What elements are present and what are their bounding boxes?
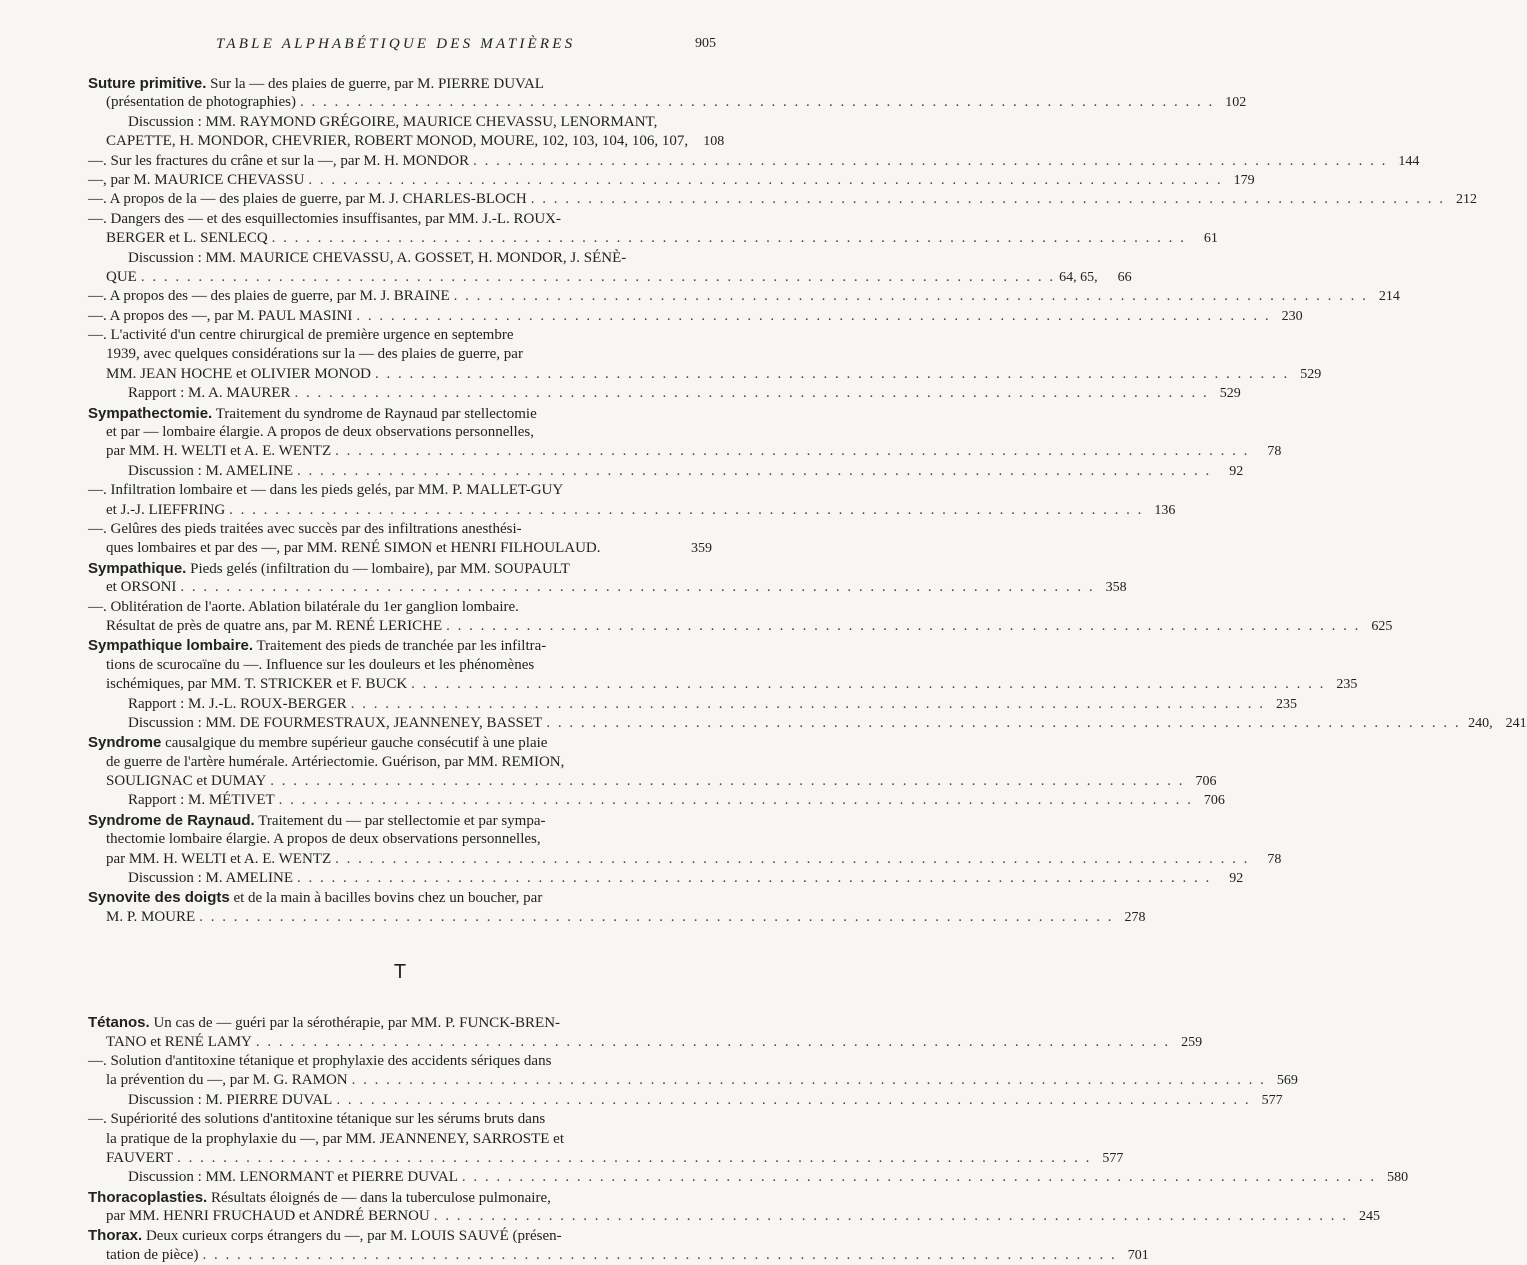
index-text: de guerre de l'artère humérale. Artériectomie. Guérison, par MM. REMION,: [106, 753, 565, 770]
index-line: [88, 1110, 712, 1129]
dot-leader: . . . . . . . . . . . . . . . . . . . . . . . . . . . . . . . . . . . . . . . . . . . . . . . . . . . . . . . . . . . . . . . . . . . . . . . . . . . . . . . .: [350, 695, 1265, 712]
index-text: TANO et RENÉ LAMY: [106, 1033, 252, 1050]
index-text: Un cas de — guéri par la sérothérapie, par MM. P. FUNCK-BREN-: [149, 1015, 561, 1032]
index-entry-text: [128, 695, 347, 714]
dot-leader: . . . . . . . . . . . . . . . . . . . . . . . . . . . . . . . . . . . . . . . . . . . . . . . . . . . . . . . . . . . . . . . . . . . . . . . . . . . . . . . .: [271, 230, 1186, 247]
index-line: [88, 404, 712, 423]
index-line: [88, 772, 1217, 791]
page-ref: 212: [1455, 192, 1477, 208]
dot-leader: . . . . . . . . . . . . . . . . . . . . . . . . . . . . . . . . . . . . . . . . . . . . . . . . . . . . . . . . . . . . . . . . . . . . . . . . . . . . . . . .: [229, 501, 1144, 518]
index-line: [88, 152, 1420, 171]
index-line: [88, 384, 1241, 403]
index-entry-text: [88, 735, 547, 751]
index-heading: Synovite des doigts: [88, 889, 230, 907]
index-entry-text: [128, 462, 293, 481]
page-ref: 577: [1102, 1150, 1124, 1166]
index-text: —. Supériorité des solutions d'antitoxine tétanique sur les sérums bruts dans: [88, 1111, 546, 1128]
index-line: [88, 636, 712, 655]
index-text: —, par M. MAURICE CHEVASSU: [88, 171, 305, 188]
index-line: [88, 442, 1282, 461]
index-text: —. Sur les fractures du crâne et sur la —, par M. H. MONDOR: [88, 152, 470, 169]
index-line: [88, 617, 1393, 636]
index-line: [88, 850, 1282, 869]
index-line: [88, 190, 1477, 209]
index-entry-text: [106, 675, 407, 694]
page-ref: 245: [1359, 1209, 1381, 1225]
index-line: [88, 1033, 1203, 1052]
index-line: [88, 908, 1146, 927]
index-line: [88, 811, 712, 830]
index-entry-text: [88, 211, 561, 227]
index-heading: Sympathique.: [88, 559, 187, 577]
index-text: —. Dangers des — et des esquillectomies insuffisantes, par MM. J.-L. ROUX-: [88, 210, 561, 227]
index-entry-text: [88, 638, 546, 654]
dot-leader: . . . . . . . . . . . . . . . . . . . . . . . . . . . . . . . . . . . . . . . . . . . . . . . . . . . . . . . . . . . . . . . . . . . . . . . . . . . . . . . .: [446, 617, 1361, 634]
index-entry-text: [106, 1207, 430, 1226]
index-text: par MM. HENRI FRUCHAUD et ANDRÉ BERNOU: [106, 1208, 430, 1225]
index-text: —. Solution d'antitoxine tétanique et prophylaxie des accidents sériques dans: [88, 1052, 552, 1069]
dot-leader: . . . . . . . . . . . . . . . . . . . . . . . . . . . . . . . . . . . . . . . . . . . . . . . . . . . . . . . . . . . . . . . . . . . . . . . . . . . . . . . .: [199, 908, 1114, 925]
index-text: et par — lombaire élargie. A propos de deux observations personnelles,: [106, 424, 534, 441]
index-entry-text: [128, 250, 626, 266]
index-line: [88, 462, 1244, 481]
index-text: ques lombaires et par des —, par MM. RENÉ SIMON et HENRI FILHOULAUD.: [106, 540, 601, 557]
index-text: par MM. H. WELTI et A. E. WENTZ: [106, 850, 332, 867]
page-ref: 136: [1154, 502, 1176, 518]
index-text: BERGER et L. SENLECQ: [106, 230, 268, 247]
index-text: Discussion : MM. LENORMANT et PIERRE DUVAL: [128, 1169, 458, 1186]
index-heading: Thorax.: [88, 1227, 143, 1245]
index-text: Rapport : M. J.-L. ROUX-BERGER: [128, 695, 347, 712]
index-entry-text: [106, 908, 195, 927]
index-entry-text: [88, 287, 450, 306]
index-entry-text: [128, 1091, 332, 1110]
index-entry-text: [88, 521, 522, 537]
index-line: [88, 307, 1303, 326]
page-ref: 61: [1203, 231, 1218, 247]
index-entry-text: [106, 1246, 198, 1265]
index-entry-text: [88, 76, 544, 92]
page-ref: 144: [1398, 153, 1420, 169]
dot-leader: . . . . . . . . . . . . . . . . . . . . . . . . . . . . . . . . . . . . . . . . . . . . . . . . . . . . . . . . . . . . . . . . . . . . . . . . . . . . . . . .: [140, 268, 1056, 285]
index-text: Sur la — des plaies de guerre, par M. PIERRE DUVAL: [206, 76, 544, 92]
index-entry-text: [88, 1228, 562, 1244]
page-ref: 102: [1225, 95, 1247, 111]
index-entry-text: [128, 114, 657, 130]
page-ref: 78: [1267, 444, 1282, 460]
index-line: [88, 345, 712, 364]
index-content: [88, 74, 1527, 1265]
index-entry-text: [88, 152, 469, 171]
index-line: [88, 791, 1225, 810]
index-line: [88, 93, 1247, 112]
index-entry-text: [106, 539, 601, 558]
index-entry-text: [106, 132, 688, 151]
index-entry-text: [106, 442, 331, 461]
index-text: Discussion : M. PIERRE DUVAL: [128, 1091, 333, 1108]
index-text: M. P. MOURE: [106, 908, 196, 925]
index-entry-text: [88, 1111, 545, 1127]
index-text: —. Gelûres des pieds traitées avec succès par des infiltrations anesthési-: [88, 520, 522, 537]
index-text: la pratique de la prophylaxie du —, par MM. JEANNENEY, SARROSTE et: [106, 1130, 564, 1147]
dot-leader: . . . . . . . . . . . . . . . . . . . . . . . . . . . . . . . . . . . . . . . . . . . . . . . . . . . . . . . . . . . . . . . . . . . . . . . . . . . . . . . .: [202, 1246, 1117, 1263]
index-text: causalgique du membre supérieur gauche consécutif à une plaie: [161, 735, 548, 752]
index-line: [88, 1207, 1381, 1226]
index-block-t: [88, 1013, 1409, 1265]
index-entry-text: [106, 772, 266, 791]
dot-leader: . . . . . . . . . . . . . . . . . . . . . . . . . . . . . . . . . . . . . . . . . . . . . . . . . . . . . . . . . . . . . . . . . . . . . . . . . . . . . . . .: [255, 1033, 1171, 1050]
index-entry-text: [88, 406, 537, 422]
index-text: tation de pièce): [106, 1246, 199, 1263]
index-text: Pieds gelés (infiltration du — lombaire), par MM. SOUPAULT: [186, 560, 570, 577]
index-entry-text: [106, 657, 534, 673]
index-entry-text: [128, 714, 542, 733]
index-entry-text: [88, 599, 519, 615]
index-line: [88, 481, 712, 500]
index-line: [88, 830, 712, 849]
page-ref: 529: [1219, 386, 1241, 402]
index-text: Discussion : M. AMELINE: [128, 462, 293, 479]
dot-leader: . . . . . . . . . . . . . . . . . . . . . . . . . . . . . . . . . . . . . . . . . . . . . . . . . . . . . . . . . . . . . . . . . . . . . . . . . . . . . . . .: [278, 792, 1193, 809]
page-ref: 92: [1229, 871, 1244, 887]
index-text: et ORSONI: [106, 579, 177, 596]
index-entry-text: [106, 1071, 348, 1090]
page-ref: 577: [1261, 1092, 1283, 1108]
index-line: [88, 1013, 712, 1032]
index-text: 1939, avec quelques considérations sur la — des plaies de guerre, par: [106, 346, 523, 363]
index-entry-text: [88, 307, 352, 326]
index-line: [88, 1071, 1298, 1090]
index-text: thectomie lombaire élargie. A propos de deux observations personnelles,: [106, 831, 541, 848]
index-line: [88, 753, 712, 772]
page-ref: 240,: [1468, 715, 1493, 731]
page-ref: 706: [1195, 774, 1217, 790]
page-ref: 108: [703, 134, 725, 150]
index-entry-text: [106, 754, 564, 770]
index-text: —. A propos de la — des plaies de guerre, par M. J. CHARLES-BLOCH: [88, 191, 527, 208]
index-text: Discussion : MM. DE FOURMESTRAUX, JEANNENEY, BASSET: [128, 714, 543, 731]
index-line: [88, 113, 712, 132]
index-text: Rapport : M. MÉTIVET: [128, 792, 275, 809]
page-ref: 529: [1300, 366, 1322, 382]
dot-leader: . . . . . . . . . . . . . . . . . . . . . . . . . . . . . . . . . . . . . . . . . . . . . . . . . . . . . . . . . . . . . . . . . . . . . . . . . . . . . . . .: [336, 1091, 1251, 1108]
index-text: MM. JEAN HOCHE et OLIVIER MONOD: [106, 365, 371, 382]
index-text: tions de scurocaïne du —. Influence sur les douleurs et les phénomènes: [106, 656, 535, 673]
index-text: Traitement des pieds de tranchée par les infiltra-: [253, 638, 547, 655]
dot-leader: . . . . . . . . . . . . . . . . . . . . . . . . . . . . . . . . . . . . . . . . . . . . . . . . . . . . . . . . . . . . . . . . . . . . . . . . . . . . . . . .: [453, 288, 1368, 305]
index-line: [88, 74, 712, 93]
page-ref: 230: [1281, 308, 1303, 324]
dot-leader: . . . . . . . . . . . . . . . . . . . . . . . . . . . . . . . . . . . . . . . . . . . . . . . . . . . . . . . . . . . . . . . . . . . . . . . . . . . . . . . .: [180, 579, 1095, 596]
page-number: 905: [695, 36, 716, 51]
index-text: —. A propos des — des plaies de guerre, par M. J. BRAINE: [88, 288, 450, 305]
index-entry-text: [106, 229, 268, 248]
index-line: [88, 695, 1297, 714]
index-text: et J.-J. LIEFFRING: [106, 501, 226, 518]
index-entry-text: [88, 890, 542, 906]
index-text: QUE: [106, 268, 137, 285]
index-line: [88, 171, 1255, 190]
page-ref: 92: [1229, 463, 1244, 479]
page-ref: 179: [1233, 172, 1255, 188]
dot-leader: . . . . . . . . . . . . . . . . . . . . . . . . . . . . . . . . . . . . . . . . . . . . . . . . . . . . . . . . . . . . . . . . . . . . . . . . . . . . . . . .: [335, 443, 1250, 460]
index-entry-text: [88, 1190, 551, 1206]
index-text: par MM. H. WELTI et A. E. WENTZ: [106, 443, 332, 460]
index-text: Discussion : M. AMELINE: [128, 870, 293, 887]
dot-leader: . . . . . . . . . . . . . . . . . . . . . . . . . . . . . . . . . . . . . . . . . . . . . . . . . . . . . . . . . . . . . . . . . . . . . . . . . . . . . . . .: [374, 365, 1290, 382]
dot-leader: . . . . . . . . . . . . . . . . . . . . . . . . . . . . . . . . . . . . . . . . . . . . . . . . . . . . . . . . . . . . . . . . . . . . . . . . . . . . . . . .: [546, 714, 1461, 731]
index-text: CAPETTE, H. MONDOR, CHEVRIER, ROBERT MONOD, MOURE, 102, 103, 104, 106, 107,: [106, 133, 689, 150]
index-line: [88, 1130, 712, 1149]
index-line: [88, 229, 1218, 248]
dot-leader: . . . . . . . . . . . . . . . . . . . . . . . . . . . . . . . . . . . . . . . . . . . . . . . . . . . . . . . . . . . . . . . . . . . . . . . . . . . . . . . .: [270, 773, 1185, 790]
index-text: et de la main à bacilles bovins chez un boucher, par: [229, 890, 543, 907]
dot-leader: . . . . . . . . . . . . . . . . . . . . . . . . . . . . . . . . . . . . . . . . . . . . . . . . . . . . . . . . . . . . . . . . . . . . . . . . . . . . . . . .: [351, 1072, 1266, 1089]
page-ref: 580: [1387, 1170, 1409, 1186]
index-entry-text: [106, 831, 541, 847]
index-line: [88, 559, 712, 578]
index-line: [88, 539, 712, 558]
index-line: [88, 675, 1358, 694]
page-title: TABLE ALPHABÉTIQUE DES MATIÈRES: [216, 36, 576, 52]
index-line: [88, 249, 712, 268]
page-ref: 259: [1181, 1034, 1203, 1050]
index-entry-text: [88, 190, 527, 209]
index-entry-text: [88, 1015, 560, 1031]
index-text: FAUVERT: [106, 1149, 174, 1166]
index-heading: Syndrome de Raynaud.: [88, 811, 255, 829]
index-text: (présentation de photographies): [106, 94, 296, 111]
index-text: Traitement du — par stellectomie et par sympa-: [254, 812, 546, 829]
index-line: [88, 501, 1176, 520]
index-entry-text: [106, 850, 331, 869]
index-entry-text: [88, 561, 570, 577]
page-ref: 278: [1124, 909, 1146, 925]
index-text: Traitement du syndrome de Raynaud par stellectomie: [212, 405, 537, 422]
index-line: [88, 1149, 1124, 1168]
index-line: [88, 132, 725, 151]
index-heading: Sympathectomie.: [88, 404, 213, 422]
dot-leader: . . . . . . . . . . . . . . . . . . . . . . . . . . . . . . . . . . . . . . . . . . . . . . . . . . . . . . . . . . . . . . . . . . . . . . . . . . . . . . . .: [294, 385, 1209, 402]
index-line: [88, 423, 712, 442]
page-ref: 214: [1378, 289, 1400, 305]
index-text: Discussion : MM. MAURICE CHEVASSU, A. GOSSET, H. MONDOR, J. SÉNÈ-: [128, 249, 627, 266]
index-line: [88, 520, 712, 539]
index-entry-text: [128, 869, 293, 888]
dot-leader: . . . . . . . . . . . . . . . . . . . . . . . . . . . . . . . . . . . . . . . . . . . . . . . . . . . . . . . . . . . . . . . . . . . . . . . . . . . . . . . .: [433, 1208, 1349, 1225]
index-entry-text: [106, 1149, 173, 1168]
page-ref: 701: [1127, 1247, 1149, 1263]
index-entry-text: [128, 1168, 458, 1187]
index-entry-text: [106, 346, 523, 362]
index-line: [88, 598, 712, 617]
dot-leader: . . . . . . . . . . . . . . . . . . . . . . . . . . . . . . . . . . . . . . . . . . . . . . . . . . . . . . . . . . . . . . . . . . . . . . . . . . . . . . . .: [530, 191, 1445, 208]
index-text: ischémiques, par MM. T. STRICKER et F. BUCK: [106, 676, 408, 693]
index-text: Résultat de près de quatre ans, par M. RENÉ LERICHE: [106, 617, 443, 634]
page-ref: 241: [1505, 715, 1527, 731]
index-entry-text: [106, 1033, 252, 1052]
index-line: [88, 210, 712, 229]
index-text: Deux curieux corps étrangers du —, par M. LOUIS SAUVÉ (présen-: [142, 1228, 562, 1245]
dot-leader: . . . . . . . . . . . . . . . . . . . . . . . . . . . . . . . . . . . . . . . . . . . . . . . . . . . . . . . . . . . . . . . . . . . . . . . . . . . . . . . .: [356, 307, 1271, 324]
dot-leader: . . . . . . . . . . . . . . . . . . . . . . . . . . . . . . . . . . . . . . . . . . . . . . . . . . . . . . . . . . . . . . . . . . . . . . . . . . . . . . . .: [299, 94, 1215, 111]
index-text: la prévention du —, par M. G. RAMON: [106, 1072, 348, 1089]
page-ref: 359: [691, 541, 712, 557]
index-line: [88, 1168, 1409, 1187]
dot-leader: . . . . . . . . . . . . . . . . . . . . . . . . . . . . . . . . . . . . . . . . . . . . . . . . . . . . . . . . . . . . . . . . . . . . . . . . . . . . . . . .: [177, 1149, 1092, 1166]
index-line: [88, 1188, 712, 1207]
index-text: Résultats éloignés de — dans la tuberculose pulmonaire,: [207, 1189, 551, 1206]
page-ref: 235: [1336, 677, 1358, 693]
index-text: —. L'activité d'un centre chirurgical de première urgence en septembre: [88, 327, 514, 344]
index-text: Discussion : MM. RAYMOND GRÉGOIRE, MAURICE CHEVASSU, LENORMANT,: [128, 113, 658, 130]
page-ref: 358: [1105, 580, 1127, 596]
index-entry-text: [88, 813, 545, 829]
index-text: —. Oblitération de l'aorte. Ablation bilatérale du 1er ganglion lombaire.: [88, 598, 519, 615]
page-ref: 569: [1276, 1073, 1298, 1089]
dot-leader: . . . . . . . . . . . . . . . . . . . . . . . . . . . . . . . . . . . . . . . . . . . . . . . . . . . . . . . . . . . . . . . . . . . . . . . . . . . . . . . .: [411, 676, 1326, 693]
index-line: [88, 888, 712, 907]
index-heading: Sympathique lombaire.: [88, 637, 254, 655]
index-block-s: [88, 74, 1527, 927]
page-ref: 706: [1203, 793, 1225, 809]
dot-leader: . . . . . . . . . . . . . . . . . . . . . . . . . . . . . . . . . . . . . . . . . . . . . . . . . . . . . . . . . . . . . . . . . . . . . . . . . . . . . . . .: [461, 1169, 1377, 1186]
index-entry-text: [106, 424, 534, 440]
index-line: [88, 1052, 712, 1071]
index-entry-text: [106, 617, 442, 636]
index-line: [88, 326, 712, 345]
page-ref: 78: [1267, 851, 1282, 867]
index-entry-text: [88, 482, 563, 498]
index-line: [88, 869, 1244, 888]
page-ref: 625: [1371, 618, 1393, 634]
dot-leader: . . . . . . . . . . . . . . . . . . . . . . . . . . . . . . . . . . . . . . . . . . . . . . . . . . . . . . . . . . . . . . . . . . . . . . . . . . . . . . . .: [335, 850, 1250, 867]
index-entry-text: [106, 93, 296, 112]
dot-leader: [605, 539, 680, 558]
dot-leader: . . . . . . . . . . . . . . . . . . . . . . . . . . . . . . . . . . . . . . . . . . . . . . . . . . . . . . . . . . . . . . . . . . . . . . . . . . . . . . . .: [297, 462, 1212, 479]
index-text: SOULIGNAC et DUMAY: [106, 773, 267, 790]
index-line: [88, 733, 712, 752]
index-line: [88, 365, 1322, 384]
index-entry-text: [128, 791, 275, 810]
dot-leader: . . . . . . . . . . . . . . . . . . . . . . . . . . . . . . . . . . . . . . . . . . . . . . . . . . . . . . . . . . . . . . . . . . . . . . . . . . . . . . . .: [473, 152, 1388, 169]
index-line: [88, 714, 1527, 733]
running-header: [88, 36, 716, 56]
dot-leader: . . . . . . . . . . . . . . . . . . . . . . . . . . . . . . . . . . . . . . . . . . . . . . . . . . . . . . . . . . . . . . . . . . . . . . . . . . . . . . . .: [308, 171, 1223, 188]
index-line: [88, 1246, 1149, 1265]
section-letter: T: [393, 961, 407, 984]
index-heading: Syndrome: [88, 734, 162, 752]
page-ref: 64, 65,: [1059, 269, 1098, 285]
page-ref: 235: [1276, 696, 1297, 712]
dot-leader: . . . . . . . . . . . . . . . . . . . . . . . . . . . . . . . . . . . . . . . . . . . . . . . . . . . . . . . . . . . . . . . . . . . . . . . . . . . . . . . .: [297, 870, 1212, 887]
index-entry-text: [106, 578, 176, 597]
index-line: [88, 268, 1132, 287]
index-entry-text: [128, 384, 291, 403]
index-heading: Thoracoplasties.: [88, 1188, 208, 1206]
index-line: [88, 578, 1127, 597]
index-entry-text: [106, 501, 225, 520]
index-line: [88, 656, 712, 675]
index-entry-text: [88, 1053, 551, 1069]
index-text: Rapport : M. A. MAURER: [128, 385, 291, 402]
index-heading: Tétanos.: [88, 1014, 150, 1032]
index-entry-text: [88, 327, 514, 343]
index-entry-text: [106, 268, 137, 287]
page-ref: 66: [1117, 269, 1132, 285]
index-heading: Suture primitive.: [88, 75, 207, 92]
index-line: [88, 1226, 712, 1245]
index-line: [88, 1091, 1283, 1110]
index-line: [88, 287, 1400, 306]
index-entry-text: [106, 1131, 564, 1147]
index-entry-text: [106, 365, 371, 384]
index-entry-text: [88, 171, 304, 190]
index-text: —. A propos des —, par M. PAUL MASINI: [88, 307, 353, 324]
index-text: —. Infiltration lombaire et — dans les pieds gelés, par MM. P. MALLET-GUY: [88, 482, 564, 499]
